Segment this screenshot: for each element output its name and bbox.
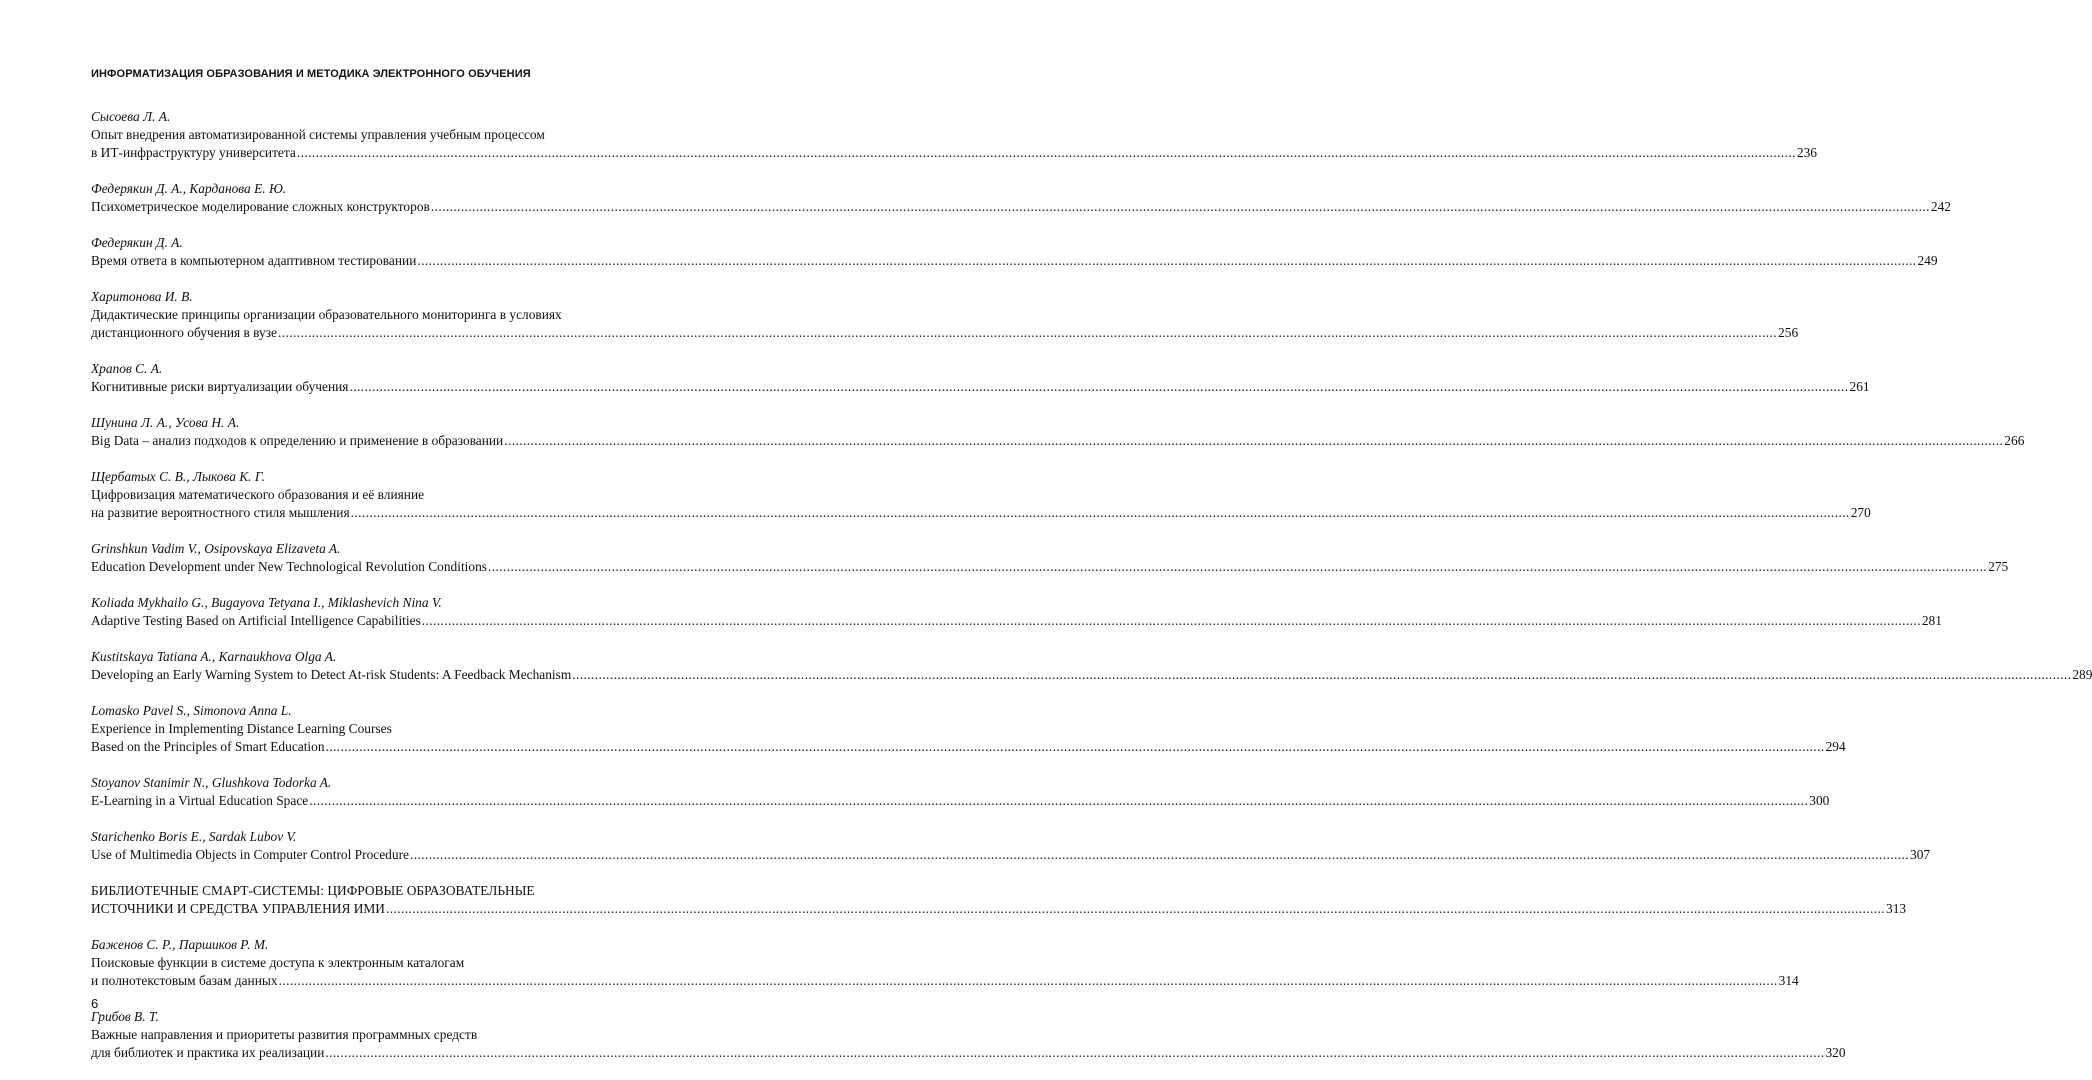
entry-title-line-with-page: [91, 666, 2092, 684]
entry-title-line-with-page: [91, 792, 1830, 810]
dot-leader: ................................................................................................................................................................................................................................................................................................................................................................................................................: [417, 253, 1917, 268]
entry-title-line: [91, 720, 674, 738]
entry-page-number: 270: [1850, 505, 1871, 520]
entry-page-number: 289: [2072, 667, 2092, 682]
entry-title-text: Based on the Principles of Smart Education: [91, 739, 325, 754]
entry-title-line-with-page: [91, 378, 1870, 396]
entry-title-text: и полнотекстовым базам данных: [91, 973, 278, 988]
entry-title-text: Adaptive Testing Based on Artificial Intelligence Capabilities: [91, 613, 421, 628]
entry-authors: Kustitskaya Tatiana A., Karnaukhova Olga A.: [91, 649, 337, 664]
entry-title-line-with-page: [91, 972, 1799, 990]
dot-leader: ................................................................................................................................................................................................................................................................................................................................................................................................................: [325, 1045, 1825, 1060]
entry-title-text: БИБЛИОТЕЧНЫЕ СМАРТ-СИСТЕМЫ: ЦИФРОВЫЕ ОБРАЗОВАТЕЛЬНЫЕ: [91, 883, 535, 898]
entry-title-line-with-page: [91, 252, 1938, 270]
entry-authors: Сысоева Л. А.: [91, 109, 171, 124]
toc-entry: [91, 936, 1799, 990]
dot-leader: ................................................................................................................................................................................................................................................................................................................................................................................................................: [277, 325, 1778, 340]
dot-leader: ................................................................................................................................................................................................................................................................................................................................................................................................................: [385, 901, 1886, 916]
entry-page-number: 294: [1825, 739, 1846, 754]
entry-authors: Lomasko Pavel S., Simonova Anna L.: [91, 703, 292, 718]
entry-authors: Starichenko Boris E., Sardak Lubov V.: [91, 829, 297, 844]
entry-title-line-with-page: [91, 558, 2009, 576]
entry-title-line-with-page: [91, 324, 1799, 342]
entry-page-number: 256: [1778, 325, 1799, 340]
entry-authors: Щербатых С. В., Лыкова К. Г.: [91, 469, 265, 484]
dot-leader: ................................................................................................................................................................................................................................................................................................................................................................................................................: [504, 433, 2004, 448]
entry-page-number: 249: [1917, 253, 1938, 268]
entry-title-text: дистанционного обучения в вузе: [91, 325, 277, 340]
toc-entry: [91, 288, 1799, 342]
entry-title-line-with-page: [91, 1044, 1846, 1062]
entry-page-number: 242: [1930, 199, 1951, 214]
toc-entry: [91, 108, 1817, 162]
entry-page-number: 314: [1778, 973, 1799, 988]
entry-title-text: Цифровизация математического образования и её влияние: [91, 487, 425, 502]
entry-title-text: на развитие вероятностного стиля мышления: [91, 505, 350, 520]
entry-title-line-with-page: [91, 846, 1931, 864]
entry-authors: Шунина Л. А., Усова Н. А.: [91, 415, 240, 430]
dot-leader: ................................................................................................................................................................................................................................................................................................................................................................................................................: [430, 199, 1930, 214]
entry-title-text: Developing an Early Warning System to Detect At-risk Students: A Feedback Mechanism: [91, 667, 572, 682]
dot-leader: ................................................................................................................................................................................................................................................................................................................................................................................................................: [572, 667, 2072, 682]
entry-authors: Koliada Mykhailo G., Bugayova Tetyana I., Miklashevich Nina V.: [91, 595, 442, 610]
toc-entry: [91, 540, 2009, 576]
entry-page-number: 320: [1825, 1045, 1846, 1060]
toc-entry: [91, 774, 1830, 810]
entry-title-text: Education Development under New Technological Revolution Conditions: [91, 559, 487, 574]
dot-leader: ................................................................................................................................................................................................................................................................................................................................................................................................................: [488, 559, 1988, 574]
toc-entry: [91, 234, 1938, 270]
entry-title-line: [91, 954, 674, 972]
entry-title-text: Поисковые функции в системе доступа к электронным каталогам: [91, 955, 465, 970]
entry-title-line-with-page: [91, 198, 1951, 216]
toc-entry: [91, 468, 1871, 522]
entry-title-text: Психометрическое моделирование сложных конструкторов: [91, 199, 430, 214]
table-of-contents: [91, 108, 2092, 1062]
entry-title-line-with-page: [91, 738, 1846, 756]
entry-title-line: [91, 1026, 674, 1044]
entry-title-line: [91, 882, 674, 900]
section-heading: [91, 882, 1907, 918]
entry-authors: Stoyanov Stanimir N., Glushkova Todorka A.: [91, 775, 332, 790]
toc-entry: [91, 828, 1931, 864]
dot-leader: ................................................................................................................................................................................................................................................................................................................................................................................................................: [309, 793, 1809, 808]
entry-page-number: 266: [2004, 433, 2025, 448]
entry-authors: Храпов С. А.: [91, 361, 163, 376]
dot-leader: ................................................................................................................................................................................................................................................................................................................................................................................................................: [409, 847, 1910, 862]
toc-entry: [91, 1008, 1846, 1062]
entry-title-text: для библиотек и практика их реализации: [91, 1045, 325, 1060]
dot-leader: ................................................................................................................................................................................................................................................................................................................................................................................................................: [278, 973, 1778, 988]
entry-title-line-with-page: [91, 144, 1817, 162]
entry-title-line-with-page: [91, 504, 1871, 522]
dot-leader: ................................................................................................................................................................................................................................................................................................................................................................................................................: [296, 145, 1796, 160]
entry-authors: Харитонова И. В.: [91, 289, 193, 304]
entry-title-text: ИСТОЧНИКИ И СРЕДСТВА УПРАВЛЕНИЯ ИМИ: [91, 901, 385, 916]
entry-authors: Grinshkun Vadim V., Osipovskaya Elizaveta A.: [91, 541, 341, 556]
entry-authors: Федерякин Д. А.: [91, 235, 183, 250]
entry-title-line-with-page: [91, 612, 1942, 630]
toc-entry: [91, 360, 1870, 396]
entry-page-number: 236: [1796, 145, 1817, 160]
entry-page-number: 300: [1809, 793, 1830, 808]
entry-authors: Федерякин Д. А., Карданова Е. Ю.: [91, 181, 287, 196]
toc-entry: [91, 594, 1942, 630]
entry-title-text: Experience in Implementing Distance Learning Courses: [91, 721, 392, 736]
toc-entry: [91, 648, 2092, 684]
entry-page-number: 275: [1988, 559, 2009, 574]
toc-entry: [91, 180, 1951, 216]
entry-title-line: [91, 306, 674, 324]
entry-authors: Баженов С. Р., Паршиков Р. М.: [91, 937, 269, 952]
entry-page-number: 313: [1886, 901, 1907, 916]
running-head: ИНФОРМАТИЗАЦИЯ ОБРАЗОВАНИЯ И МЕТОДИКА ЭЛЕКТРОННОГО ОБУЧЕНИЯ: [91, 68, 531, 80]
entry-title-text: Дидактические принципы организации образовательного мониторинга в условиях: [91, 307, 562, 322]
entry-title-text: E-Learning in a Virtual Education Space: [91, 793, 309, 808]
dot-leader: ................................................................................................................................................................................................................................................................................................................................................................................................................: [325, 739, 1825, 754]
dot-leader: ................................................................................................................................................................................................................................................................................................................................................................................................................: [350, 505, 1850, 520]
entry-authors: Грибов В. Т.: [91, 1009, 159, 1024]
entry-title-line: [91, 486, 674, 504]
entry-title-line-with-page: [91, 900, 1907, 918]
toc-entry: [91, 414, 2025, 450]
entry-title-text: в ИТ-инфраструктуру университета: [91, 145, 296, 160]
dot-leader: ................................................................................................................................................................................................................................................................................................................................................................................................................: [349, 379, 1849, 394]
entry-title-text: Время ответа в компьютерном адаптивном тестировании: [91, 253, 417, 268]
entry-title-line-with-page: [91, 432, 2025, 450]
page-number: 6: [91, 996, 99, 1011]
entry-title-text: Опыт внедрения автоматизированной системы управления учебным процессом: [91, 127, 545, 142]
entry-page-number: 307: [1910, 847, 1931, 862]
entry-title-text: Важные направления и приоритеты развития программных средств: [91, 1027, 478, 1042]
entry-page-number: 281: [1921, 613, 1942, 628]
entry-title-text: Big Data – анализ подходов к определению и применение в образовании: [91, 433, 504, 448]
dot-leader: ................................................................................................................................................................................................................................................................................................................................................................................................................: [421, 613, 1921, 628]
entry-page-number: 261: [1849, 379, 1870, 394]
entry-title-text: Use of Multimedia Objects in Computer Control Procedure: [91, 847, 409, 862]
entry-title-text: Когнитивные риски виртуализации обучения: [91, 379, 349, 394]
toc-entry: [91, 702, 1846, 756]
entry-title-line: [91, 126, 674, 144]
